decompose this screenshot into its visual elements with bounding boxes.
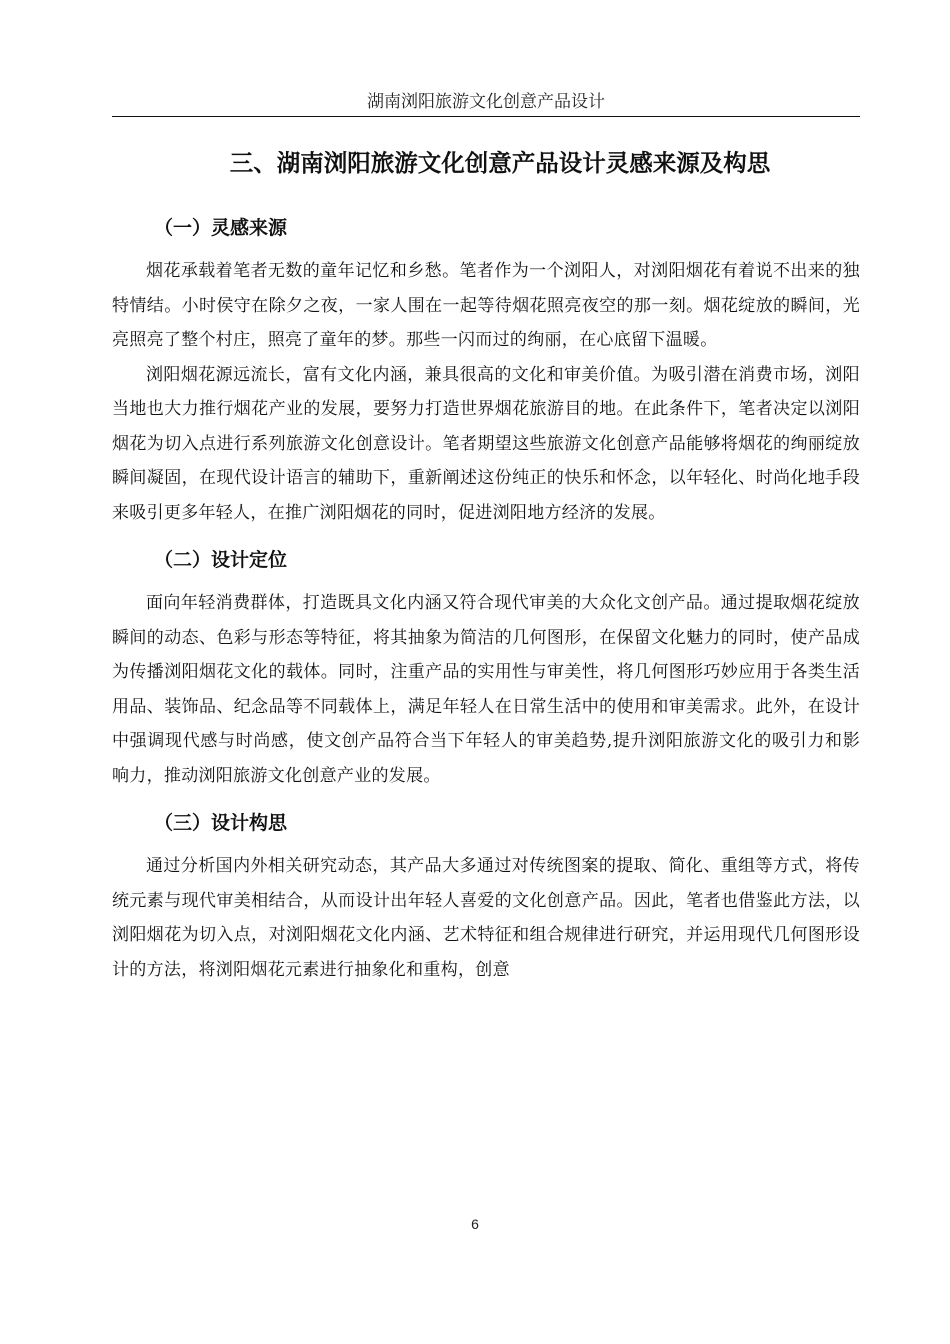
- page-body: [112, 140, 860, 987]
- section-heading-positioning: （二）设计定位: [154, 549, 288, 571]
- paragraph: 烟花承载着笔者无数的童年记忆和乡愁。笔者作为一个浏阳人，对浏阳烟花有着说不出来的独特情结。小时侯守在除夕之夜，一家人围在一起等待烟花照亮夜空的那一刻。烟花绽放的瞬间，光亮照亮了整个村庄，照亮了童年的梦。那些一闪而过的绚丽，在心底留下温暖。: [112, 261, 860, 350]
- header-rule: [112, 116, 860, 117]
- running-header: 湖南浏阳旅游文化创意产品设计: [367, 92, 605, 112]
- section-heading-concept: （三）设计构思: [154, 812, 288, 834]
- paragraph: 面向年轻消费群体，打造既具文化内涵又符合现代审美的大众化文创产品。通过提取烟花绽放瞬间的动态、色彩与形态等特征，将其抽象为简洁的几何图形，在保留文化魅力的同时，使产品成为传播浏阳烟花文化的载体。同时，注重产品的实用性与审美性，将几何图形巧妙应用于各类生活用品、装饰品、纪念品等不同载体上，满足年轻人在日常生活中的使用和审美需求。此外，在设计中强调现代感与时尚感，使文创产品符合当下年轻人的审美趋势,提升浏阳旅游文化的吸引力和影响力，推动浏阳旅游文化创意产业的发展。: [112, 593, 860, 786]
- section-heading-inspiration: （一）灵感来源: [154, 217, 288, 239]
- chapter-title: 三、湖南浏阳旅游文化创意产品设计灵感来源及构思: [229, 149, 771, 177]
- page-number: 6: [471, 1216, 479, 1232]
- paragraph: 浏阳烟花源远流长，富有文化内涵，兼具很高的文化和审美价值。为吸引潜在消费市场，浏阳当地也大力推行烟花产业的发展，要努力打造世界烟花旅游目的地。在此条件下，笔者决定以浏阳烟花为切入点进行系列旅游文化创意设计。笔者期望这些旅游文化创意产品能够将烟花的绚丽绽放瞬间凝固，在现代设计语言的辅助下，重新阐述这份纯正的快乐和怀念，以年轻化、时尚化地手段来吸引更多年轻人，在推广浏阳烟花的同时，促进浏阳地方经济的发展。: [112, 364, 860, 523]
- paragraph: 通过分析国内外相关研究动态，其产品大多通过对传统图案的提取、简化、重组等方式，将传统元素与现代审美相结合，从而设计出年轻人喜爱的文化创意产品。因此，笔者也借鉴此方法，以浏阳烟花为切入点，对浏阳烟花文化内涵、艺术特征和组合规律进行研究，并运用现代几何图形设计的方法，将浏阳烟花元素进行抽象化和重构，创意: [112, 856, 860, 980]
